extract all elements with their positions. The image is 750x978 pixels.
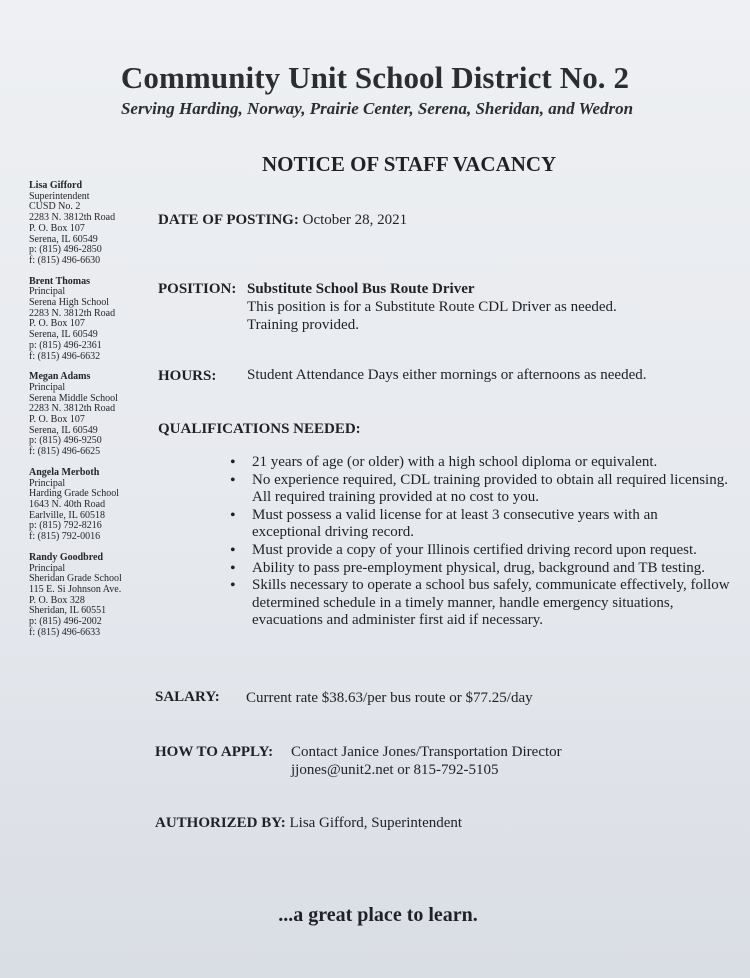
contact-line: Serena, IL 60549 [29,424,98,436]
contact-line: 2283 N. 3812th Road [29,212,116,224]
hours-value: Student Attendance Days either mornings or afternoons as needed. [247,367,647,383]
contact-line: p: (815) 496-2361 [29,339,102,351]
qualification-item: • Must possess a valid license for at least 3 consecutive years with an exceptional driving record. [230,507,730,542]
contact-line: Principal [29,286,66,298]
contact-line: Principal [29,381,66,393]
qualification-item: • 21 years of age (or older) with a high school diploma or equivalent. [230,454,730,472]
contact-block [29,553,154,639]
contact-line: p: (815) 792-8216 [29,520,102,532]
contact-name: Randy Goodbred [29,551,104,563]
contact-line: 115 E. Si Johnson Ave. [29,583,122,595]
district-subtitle: Serving Harding, Norway, Prairie Center, Serena, Sheridan, and Wedron [120,99,634,118]
contact-line: Serena, IL 60549 [29,233,98,245]
contact-line: f: (815) 496-6625 [29,446,101,458]
contact-line: Serena, IL 60549 [29,329,98,341]
contact-line: Principal [29,562,66,574]
contact-line: 2283 N. 3812th Road [29,403,116,415]
salary-label: SALARY: [155,689,220,705]
how-to-apply-label: HOW TO APPLY: [155,744,274,760]
authorized-by-label: AUTHORIZED BY: [155,815,286,831]
contact-name: Lisa Gifford [29,180,83,191]
contact-line: Harding Grade School [29,488,119,500]
authorized-by-row [155,814,462,832]
contact-name: Angela Merboth [29,466,100,478]
position-description [247,298,687,334]
contact-line: CUSD No. 2 [29,201,81,213]
contact-line: P. O. Box 328 [29,594,85,606]
contact-line: f: (815) 496-6633 [29,626,101,638]
contact-block [29,372,154,458]
posting-date-label: DATE OF POSTING: [158,212,299,228]
contact-line: Principal [29,477,66,489]
hours-label: HOURS: [158,368,217,384]
qualifications-label: QUALIFICATIONS NEEDED: [158,421,361,437]
notice-heading: NOTICE OF STAFF VACANCY [262,152,557,176]
contact-line: 2283 N. 3812th Road [29,307,116,319]
qualification-item: • No experience required, CDL training provided to obtain all required licensing. All required training provided at no cost to you. [230,472,730,507]
contact-line: f: (815) 496-6630 [29,254,101,266]
contact-line: Serena Middle School [29,392,118,404]
contact-line: Sheridan Grade School [29,573,122,585]
qualifications-list [230,454,730,630]
contact-line: Serena High School [29,297,109,309]
contact-block [29,468,154,543]
contact-line: p: (815) 496-9250 [29,435,102,447]
qualification-item: • Skills necessary to operate a school bus safely, communicate effectively, follow determined schedule in a timely manner, handle emergency situations, evacuations and administer first aid if necessary. [230,577,730,630]
footer-slogan: ...a great place to learn. [278,904,478,926]
authorized-by-value: Lisa Gifford, Superintendent [289,815,463,831]
contact-block [29,277,154,363]
contact-name: Brent Thomas [29,275,91,287]
qualification-item: • Ability to pass pre-employment physical, drug, background and TB testing. [230,560,730,578]
position-label: POSITION: [158,281,237,297]
contact-line: p: (815) 496-2850 [29,244,102,256]
district-title: Community Unit School District No. 2 [120,60,630,95]
position-title: Substitute School Bus Route Driver [247,281,475,297]
posting-date-row [158,211,407,229]
contact-line: P. O. Box 107 [29,318,85,330]
contact-line: 1643 N. 40th Road [29,498,106,510]
apply-contact: Contact Janice Jones/Transportation Director [291,744,562,760]
posting-date-value: October 28, 2021 [302,212,408,228]
contact-line: f: (815) 496-6632 [29,350,101,362]
contact-line: P. O. Box 107 [29,414,85,426]
contact-line: p: (815) 496-2002 [29,616,102,628]
qualification-item: • Must provide a copy of your Illinois certified driving record upon request. [230,542,730,560]
salary-value: Current rate $38.63/per bus route or $77.25/day [246,690,533,706]
contact-line: Earlville, IL 60518 [29,509,105,521]
apply-email-phone: jjones@unit2.net or 815-792-5105 [291,762,499,778]
contact-line: Sheridan, IL 60551 [29,605,107,617]
contact-name: Megan Adams [29,371,91,383]
contacts-sidebar [29,181,154,648]
contact-block [29,181,154,267]
position-description-line: This position is for a Substitute Route CDL Driver as needed. [247,299,617,315]
contact-line: f: (815) 792-0016 [29,531,101,543]
position-description-line: Training provided. [247,317,359,333]
contact-line: P. O. Box 107 [29,222,85,234]
contact-line: Superintendent [29,190,90,202]
